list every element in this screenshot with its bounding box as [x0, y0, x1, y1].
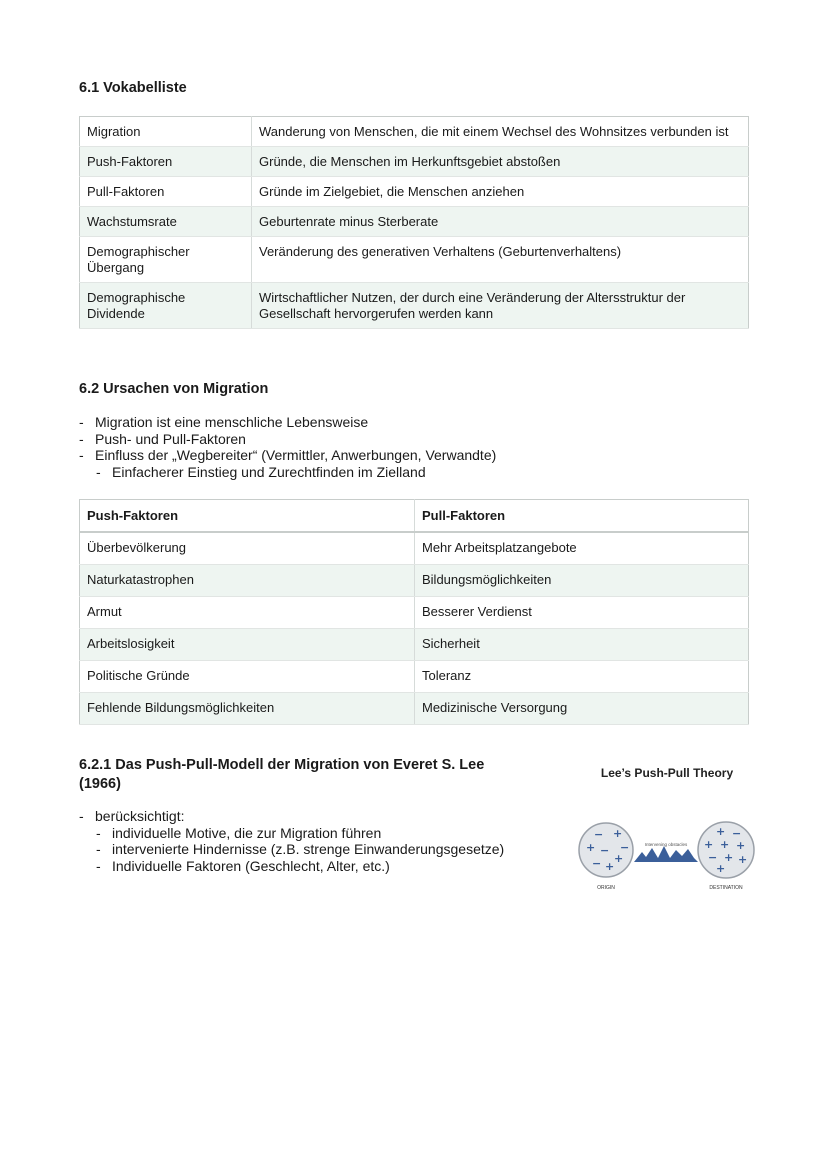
svg-text:+: +: [605, 860, 615, 873]
list-item: - Einfluss der „Wegbereiter“ (Vermittler, Anwerbungen, Verwandte): [79, 447, 497, 463]
push-pull-table: [79, 499, 749, 725]
push-factor-cell: Fehlende Bildungsmöglichkeiten: [80, 693, 415, 725]
table-row: [80, 597, 749, 629]
table-row: [80, 629, 749, 661]
pull-column-header: Pull-Faktoren: [415, 500, 749, 533]
vocab-definition: Wanderung von Menschen, die mit einem Wechsel des Wohnsitzes verbunden ist: [252, 117, 749, 147]
push-pull-theory-diagram: [576, 766, 758, 896]
mountains-icon: [634, 846, 698, 862]
list-item: - individuelle Motive, die zur Migration führen: [96, 824, 382, 841]
vocab-term: Demographischer Übergang: [80, 237, 252, 283]
intervening-obstacles-label: Intervening obstacles: [644, 842, 688, 847]
list-item: - intervenierte Hindernisse (z.B. strenge Einwanderungsgesetze): [96, 841, 505, 857]
svg-text:−: −: [620, 841, 630, 854]
table-row: [80, 177, 749, 207]
pull-factor-cell: Toleranz: [415, 661, 749, 693]
push-column-header: Push-Faktoren: [80, 500, 415, 533]
vocab-definition: Geburtenrate minus Sterberate: [252, 207, 749, 237]
push-factor-cell: Armut: [80, 597, 415, 629]
table-row: [80, 283, 749, 329]
svg-text:+: +: [716, 825, 726, 838]
list-item: - Individuelle Faktoren (Geschlecht, Alter, etc.): [96, 857, 390, 874]
svg-text:−: −: [594, 828, 604, 841]
table-row: [80, 207, 749, 237]
svg-text:−: −: [732, 827, 742, 840]
vocab-term: Wachstumsrate: [80, 207, 252, 237]
vocab-definition: Gründe im Zielgebiet, die Menschen anziehen: [252, 177, 749, 207]
push-factor-cell: Politische Gründe: [80, 661, 415, 693]
pull-factor-cell: Mehr Arbeitsplatzangebote: [415, 532, 749, 565]
vocab-term: Pull-Faktoren: [80, 177, 252, 207]
svg-text:+: +: [614, 852, 624, 865]
diagram-title: Lee’s Push-Pull Theory: [600, 766, 734, 780]
svg-text:+: +: [724, 851, 734, 864]
section-heading-vokabelliste: 6.1 Vokabelliste: [79, 80, 187, 96]
ursachen-bullet-list: [79, 414, 496, 480]
table-row: [80, 693, 749, 725]
vocab-definition: Veränderung des generativen Verhaltens (Geburtenverhaltens): [252, 237, 749, 283]
table-row: [80, 661, 749, 693]
svg-text:−: −: [708, 851, 718, 864]
push-factor-cell: Überbevölkerung: [80, 532, 415, 565]
svg-text:+: +: [720, 838, 730, 851]
diagram-graphic: [576, 766, 758, 896]
vocabulary-table: [79, 116, 749, 329]
svg-text:+: +: [738, 853, 748, 866]
svg-text:−: −: [600, 844, 610, 857]
origin-label: ORIGIN: [597, 885, 615, 891]
svg-text:+: +: [736, 839, 746, 852]
table-row: [80, 532, 749, 565]
vocab-term: Demographische Dividende: [80, 283, 252, 329]
table-row: [80, 117, 749, 147]
pull-factor-cell: Bildungsmöglichkeiten: [415, 565, 749, 597]
list-item: - Migration ist eine menschliche Lebensweise: [79, 414, 369, 430]
table-row: [80, 565, 749, 597]
vocab-term: Push-Faktoren: [80, 147, 252, 177]
svg-text:+: +: [704, 838, 714, 851]
svg-text:+: +: [613, 827, 623, 840]
list-item: - berücksichtigt:: [79, 808, 185, 824]
table-row: [80, 237, 749, 283]
push-factor-cell: Arbeitslosigkeit: [80, 629, 415, 661]
vocab-term: Migration: [80, 117, 252, 147]
svg-text:+: +: [586, 841, 596, 854]
modell-bullet-list: [79, 808, 504, 874]
list-item: - Push- und Pull-Faktoren: [79, 430, 246, 447]
section-heading-ursachen: 6.2 Ursachen von Migration: [79, 381, 269, 397]
section-heading-push-pull-modell: 6.2.1 Das Push-Pull-Modell der Migration von Everet S. Lee (1966): [79, 757, 485, 792]
list-item: - Einfacherer Einstieg und Zurechtfinden im Zielland: [96, 463, 426, 480]
svg-text:−: −: [592, 857, 602, 870]
table-row: [80, 147, 749, 177]
pull-factor-cell: Besserer Verdienst: [415, 597, 749, 629]
svg-text:+: +: [716, 862, 726, 875]
vocab-definition: Wirtschaftlicher Nutzen, der durch eine Veränderung der Altersstruktur der Gesellschaft hervorgerufen werden kann: [252, 283, 749, 329]
pull-factor-cell: Sicherheit: [415, 629, 749, 661]
pull-factor-cell: Medizinische Versorgung: [415, 693, 749, 725]
push-factor-cell: Naturkatastrophen: [80, 565, 415, 597]
destination-label: DESTINATION: [709, 885, 743, 891]
vocab-definition: Gründe, die Menschen im Herkunftsgebiet abstoßen: [252, 147, 749, 177]
